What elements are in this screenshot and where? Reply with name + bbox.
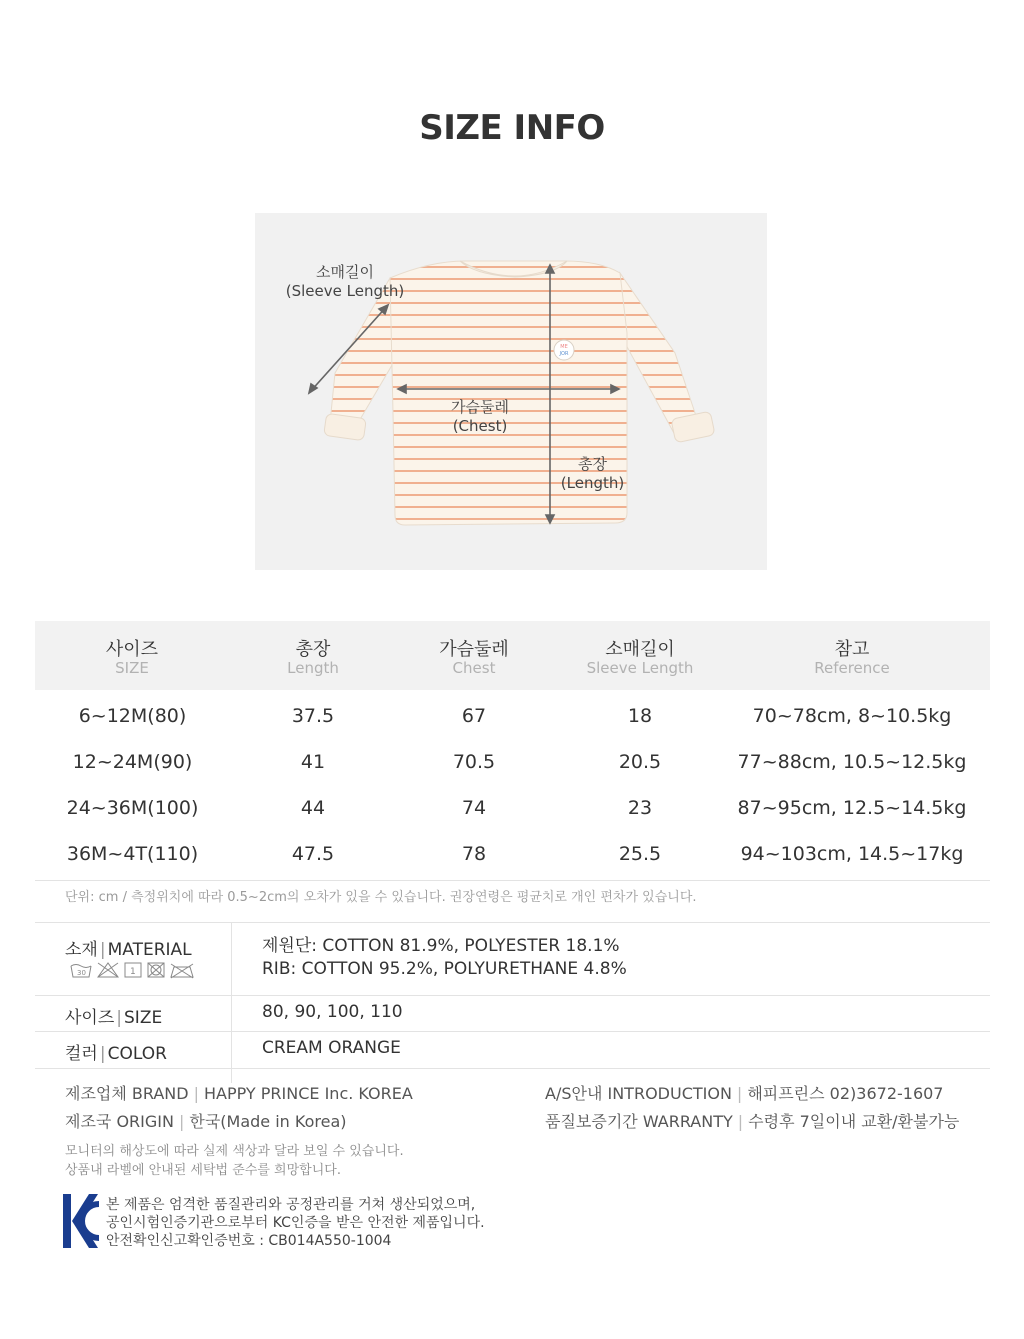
- brand-info: 제조업체 BRAND | HAPPY PRINCE Inc. KOREA: [65, 1084, 413, 1103]
- warranty-info: 품질보증기간 WARRANTY | 수령후 7일이내 교환/환불가능: [545, 1112, 960, 1131]
- divider: [35, 1068, 990, 1069]
- size-label: 사이즈 | SIZE: [65, 1008, 163, 1028]
- kc-mark-icon: [63, 1194, 101, 1248]
- divider: [35, 995, 990, 996]
- origin-info: 제조국 ORIGIN | 한국(Made in Korea): [65, 1112, 347, 1131]
- divider: [35, 922, 990, 923]
- color-label: 컬러 | COLOR: [65, 1044, 167, 1064]
- length-label: 총장 (Length): [560, 455, 625, 492]
- info-column-divider: [231, 923, 232, 1083]
- page-title: SIZE INFO: [419, 108, 605, 148]
- chest-label: 가슴둘레 (Chest): [451, 398, 509, 435]
- notice-text: 모니터의 해상도에 따라 실제 색상과 달라 보일 수 있습니다. 상품내 라벨에 안내된 세탁법 준수를 희망합니다.: [65, 1144, 404, 1178]
- header-sleeve: 소매길이: [605, 639, 675, 660]
- size-value: 80, 90, 100, 110: [262, 1002, 403, 1022]
- garment-diagram: [255, 213, 767, 570]
- header-size: 사이즈: [105, 639, 159, 660]
- size-table-header: 사이즈 SIZE 총장 Length 가슴둘레 Chest 소매길이 Sleeve Length 참고 Reference: [35, 621, 990, 690]
- logo-patch: ME: [560, 344, 568, 350]
- care-symbols-icon: [70, 961, 200, 979]
- header-reference: 참고: [834, 639, 870, 660]
- svg-text:1: 1: [130, 967, 136, 977]
- as-info: A/S안내 INTRODUCTION | 해피프린스 02)3672-1607: [545, 1084, 944, 1103]
- svg-text:30: 30: [77, 969, 86, 977]
- divider: [35, 1031, 990, 1032]
- material-label: 소재 | MATERIAL: [65, 940, 192, 960]
- header-length: 총장: [295, 639, 331, 660]
- sleeve-label: 소매길이 (Sleeve Length): [285, 263, 405, 300]
- svg-text:JOR: JOR: [559, 351, 569, 357]
- kc-certification-text: 본 제품은 엄격한 품질관리와 공정관리를 거쳐 생산되었으며, 공인시험인증기관으로부터 KC인증을 받은 안전한 제품입니다. 안전확인신고확인증번호 : CB014A550-1004: [106, 1197, 485, 1249]
- material-value: 제원단: COTTON 81.9%, POLYESTER 18.1% RIB: COTTON 95.2%, POLYURETHANE 4.8%: [262, 936, 627, 979]
- color-value: CREAM ORANGE: [262, 1038, 401, 1058]
- measurement-note: 단위: cm / 측정위치에 따라 0.5~2cm의 오차가 있을 수 있습니다. 권장연령은 평균치로 개인 편차가 있습니다.: [65, 890, 697, 905]
- header-chest: 가슴둘레: [439, 639, 509, 660]
- divider: [35, 880, 990, 881]
